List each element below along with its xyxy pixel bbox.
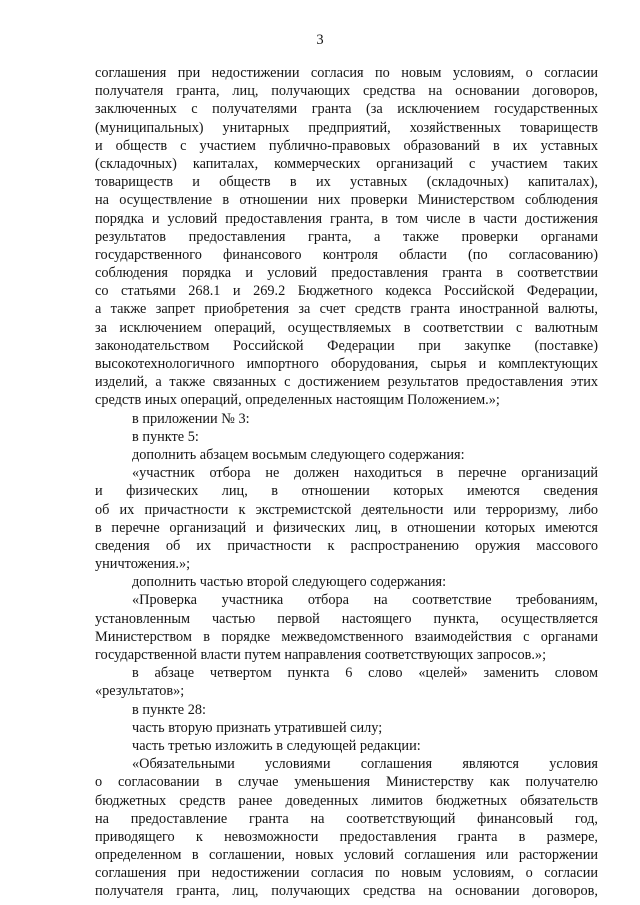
text-line: заключенных с получателями гранта (за исключением государственных <box>95 101 598 118</box>
text-line: (складочных) капиталах, коммерческих организаций с участием таких <box>95 155 598 172</box>
text-line: о согласовании в случае уменьшения Министерству как получателю <box>95 774 598 791</box>
text-line: соглашения при недостижении согласия по новым условиям, о согласии <box>95 865 598 882</box>
text-line: а также запрет приобретения за счет средств гранта иностранной валюты, <box>95 301 598 318</box>
text-line: (муниципальных) унитарных предприятий, хозяйственных товариществ <box>95 119 598 136</box>
text-line: сведения об их причастности к распространению оружия массового <box>95 537 598 554</box>
text-line: на осуществление в отношении них проверки Министерством соблюдения <box>95 192 598 209</box>
text-line: приводящего к невозможности предоставления гранта в размере, <box>95 828 598 845</box>
text-line: высокотехнологичного импортного оборудования, сырья и комплектующих <box>95 356 598 372</box>
text-line: и обществ с участием публично-правовых образований в их уставных <box>95 137 598 154</box>
text-line: «участник отбора не должен находиться в перечне организаций <box>132 465 598 482</box>
text-line: установленным частью первой настоящего пункта, осуществляется <box>95 610 598 627</box>
text-line: в пункте 28: <box>132 701 206 718</box>
text-line: дополнить частью второй следующего содержания: <box>132 574 447 591</box>
text-line: в абзаце четвертом пункта 6 слово «целей» заменить словом <box>132 665 598 682</box>
text-line: результатов предоставления гранта, а также проверки органами <box>95 228 598 245</box>
text-line: в пункте 5: <box>132 428 199 445</box>
text-line: соглашения при недостижении согласия по новым условиям, о согласии <box>95 65 598 81</box>
body-text <box>95 64 598 901</box>
text-line: государственной власти путем направления соответствующих запросов.»; <box>95 647 547 663</box>
text-line: уничтожения.»; <box>95 556 191 573</box>
text-line: в приложении № 3: <box>132 410 250 427</box>
text-line: бюджетных средств ранее доведенных лимитов бюджетных обязательств <box>95 792 598 809</box>
text-line: порядка и условий предоставления гранта, в том числе в части достижения <box>95 210 598 227</box>
text-line: определенном в соглашении, новых условий соглашения или расторжении <box>95 847 598 864</box>
text-line: товариществ и обществ в их уставных (складочных) капиталах), <box>95 174 598 191</box>
page-number: 3 <box>316 32 324 48</box>
text-line: дополнить абзацем восьмым следующего содержания: <box>132 446 465 463</box>
text-line: со статьями 268.1 и 269.2 Бюджетного кодекса Российской Федерации, <box>95 283 598 300</box>
text-line: Министерством в порядке межведомственного взаимодействия с органами <box>95 628 598 645</box>
text-line: соблюдения порядка и условий предоставления гранта в соответствии <box>95 265 598 282</box>
text-line: получателя гранта, лиц, получающих средства на основании договоров, <box>95 83 598 100</box>
text-line: часть третью изложить в следующей редакции: <box>132 737 421 754</box>
text-line: средств иных операций, определенных настоящим Положением.»; <box>95 392 500 409</box>
text-line: об их причастности к экстремистской деятельности или терроризму, либо <box>95 501 598 518</box>
text-line: изделий, а также связанных с достижением результатов предоставления этих <box>95 374 598 391</box>
text-line: часть вторую признать утратившей силу; <box>132 719 383 736</box>
text-line: на предоставление гранта на соответствующий финансовый год, <box>95 810 598 827</box>
text-line: государственного финансового контроля области (по согласованию) <box>95 246 598 263</box>
text-line: получателя гранта, лиц, получающих средства на основании договоров, <box>95 883 598 900</box>
text-line: «Проверка участника отбора на соответствие требованиям, <box>132 592 598 609</box>
text-line: за исключением операций, осуществляемых в соответствии с валютным <box>95 319 598 336</box>
text-line: «Обязательными условиями соглашения являются условия <box>132 756 598 773</box>
text-line: и физических лиц, в отношении которых имеются сведения <box>95 483 598 500</box>
text-line: в перечне организаций и физических лиц, в отношении которых имеются <box>95 519 598 536</box>
text-line: «результатов»; <box>95 683 185 700</box>
text-line: законодательством Российской Федерации при закупке (поставке) <box>95 337 598 354</box>
